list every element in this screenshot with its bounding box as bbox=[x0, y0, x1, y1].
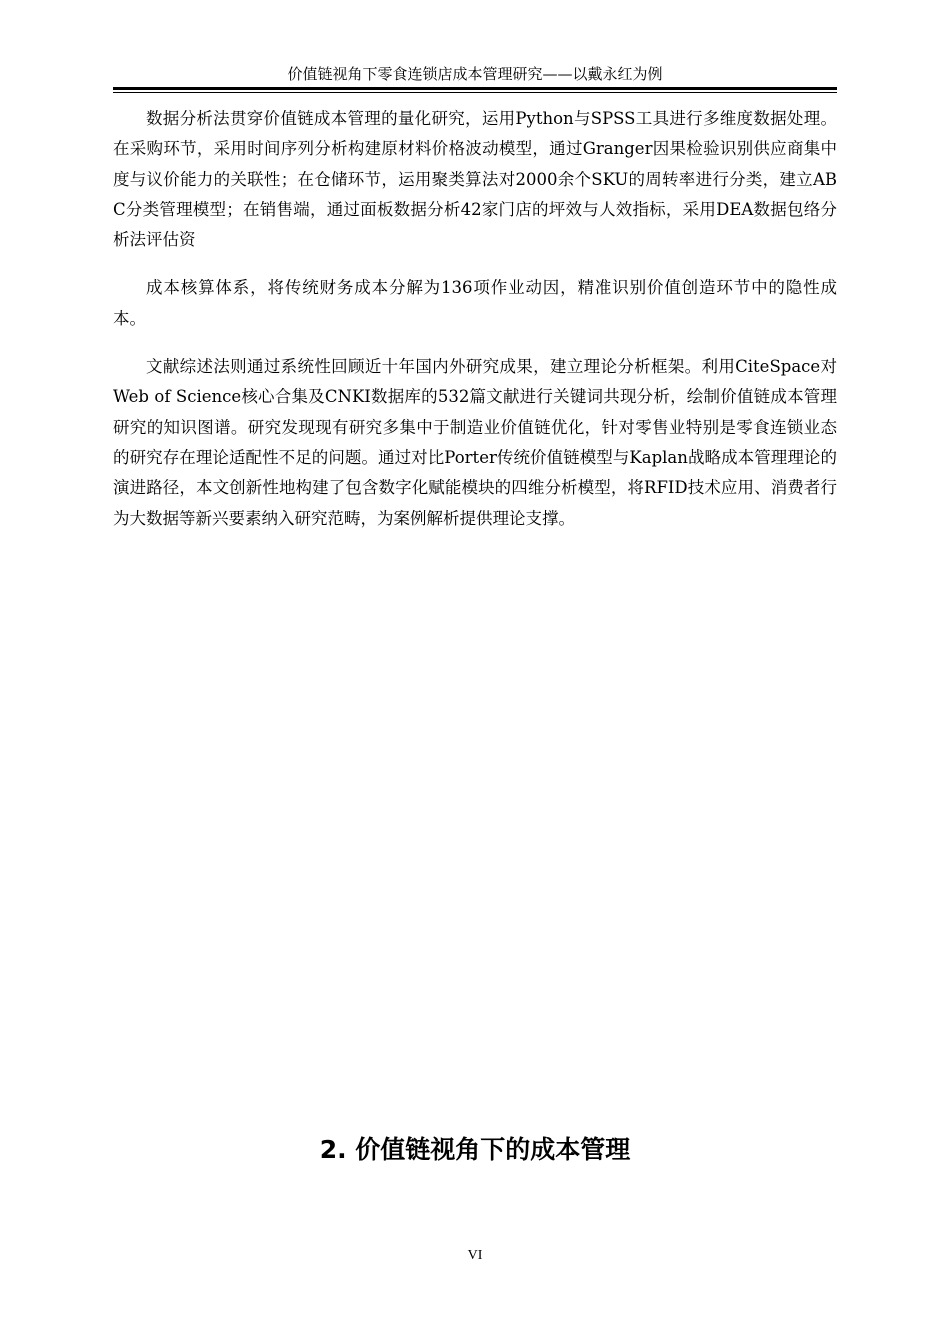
page-number: VI bbox=[467, 1248, 483, 1263]
section-heading: 2. 价值链视角下的成本管理 bbox=[319, 1135, 631, 1164]
paragraph-data-analysis: 数据分析法贯穿价值链成本管理的量化研究，运用Python与SPSS工具进行多维度数据处理。在采购环节，采用时间序列分析构建原材料价格波动模型，通过Granger因果检验识别供应商集中度与议价能力的关联性；在仓储环节，运用聚类算法对2000余个SKU的周转率进行分类，建立ABC分类管理模型；在销售端，通过面板数据分析42家门店的坪效与人效指标，采用DEA数据包络分析法评估资 bbox=[113, 109, 837, 250]
header-rule-thick bbox=[113, 87, 837, 90]
paragraph-cost-accounting: 成本核算体系，将传统财务成本分解为136项作业动因，精准识别价值创造环节中的隐性成本。 bbox=[113, 278, 837, 328]
running-header: 价值链视角下零食连锁店成本管理研究——以戴永红为例 bbox=[287, 65, 663, 83]
paragraph-literature-review: 文献综述法则通过系统性回顾近十年国内外研究成果，建立理论分析框架。利用CiteSpace对Web of Science核心合集及CNKI数据库的532篇文献进行关键词共现分析，绘制价值链成本管理研究的知识图谱。研究发现现有研究多集中于制造业价值链优化，针对零售业特别是零食连锁业态的研究存在理论适配性不足的问题。通过对比Porter传统价值链模型与Kaplan战略成本管理理论的演进路径，本文创新性地构建了包含数字化赋能模块的四维分析模型，将RFID技术应用、消费者行为大数据等新兴要素纳入研究范畴，为案例解析提供理论支撑。 bbox=[113, 357, 837, 528]
body-text bbox=[113, 104, 837, 534]
header-rule-thin bbox=[113, 92, 837, 93]
